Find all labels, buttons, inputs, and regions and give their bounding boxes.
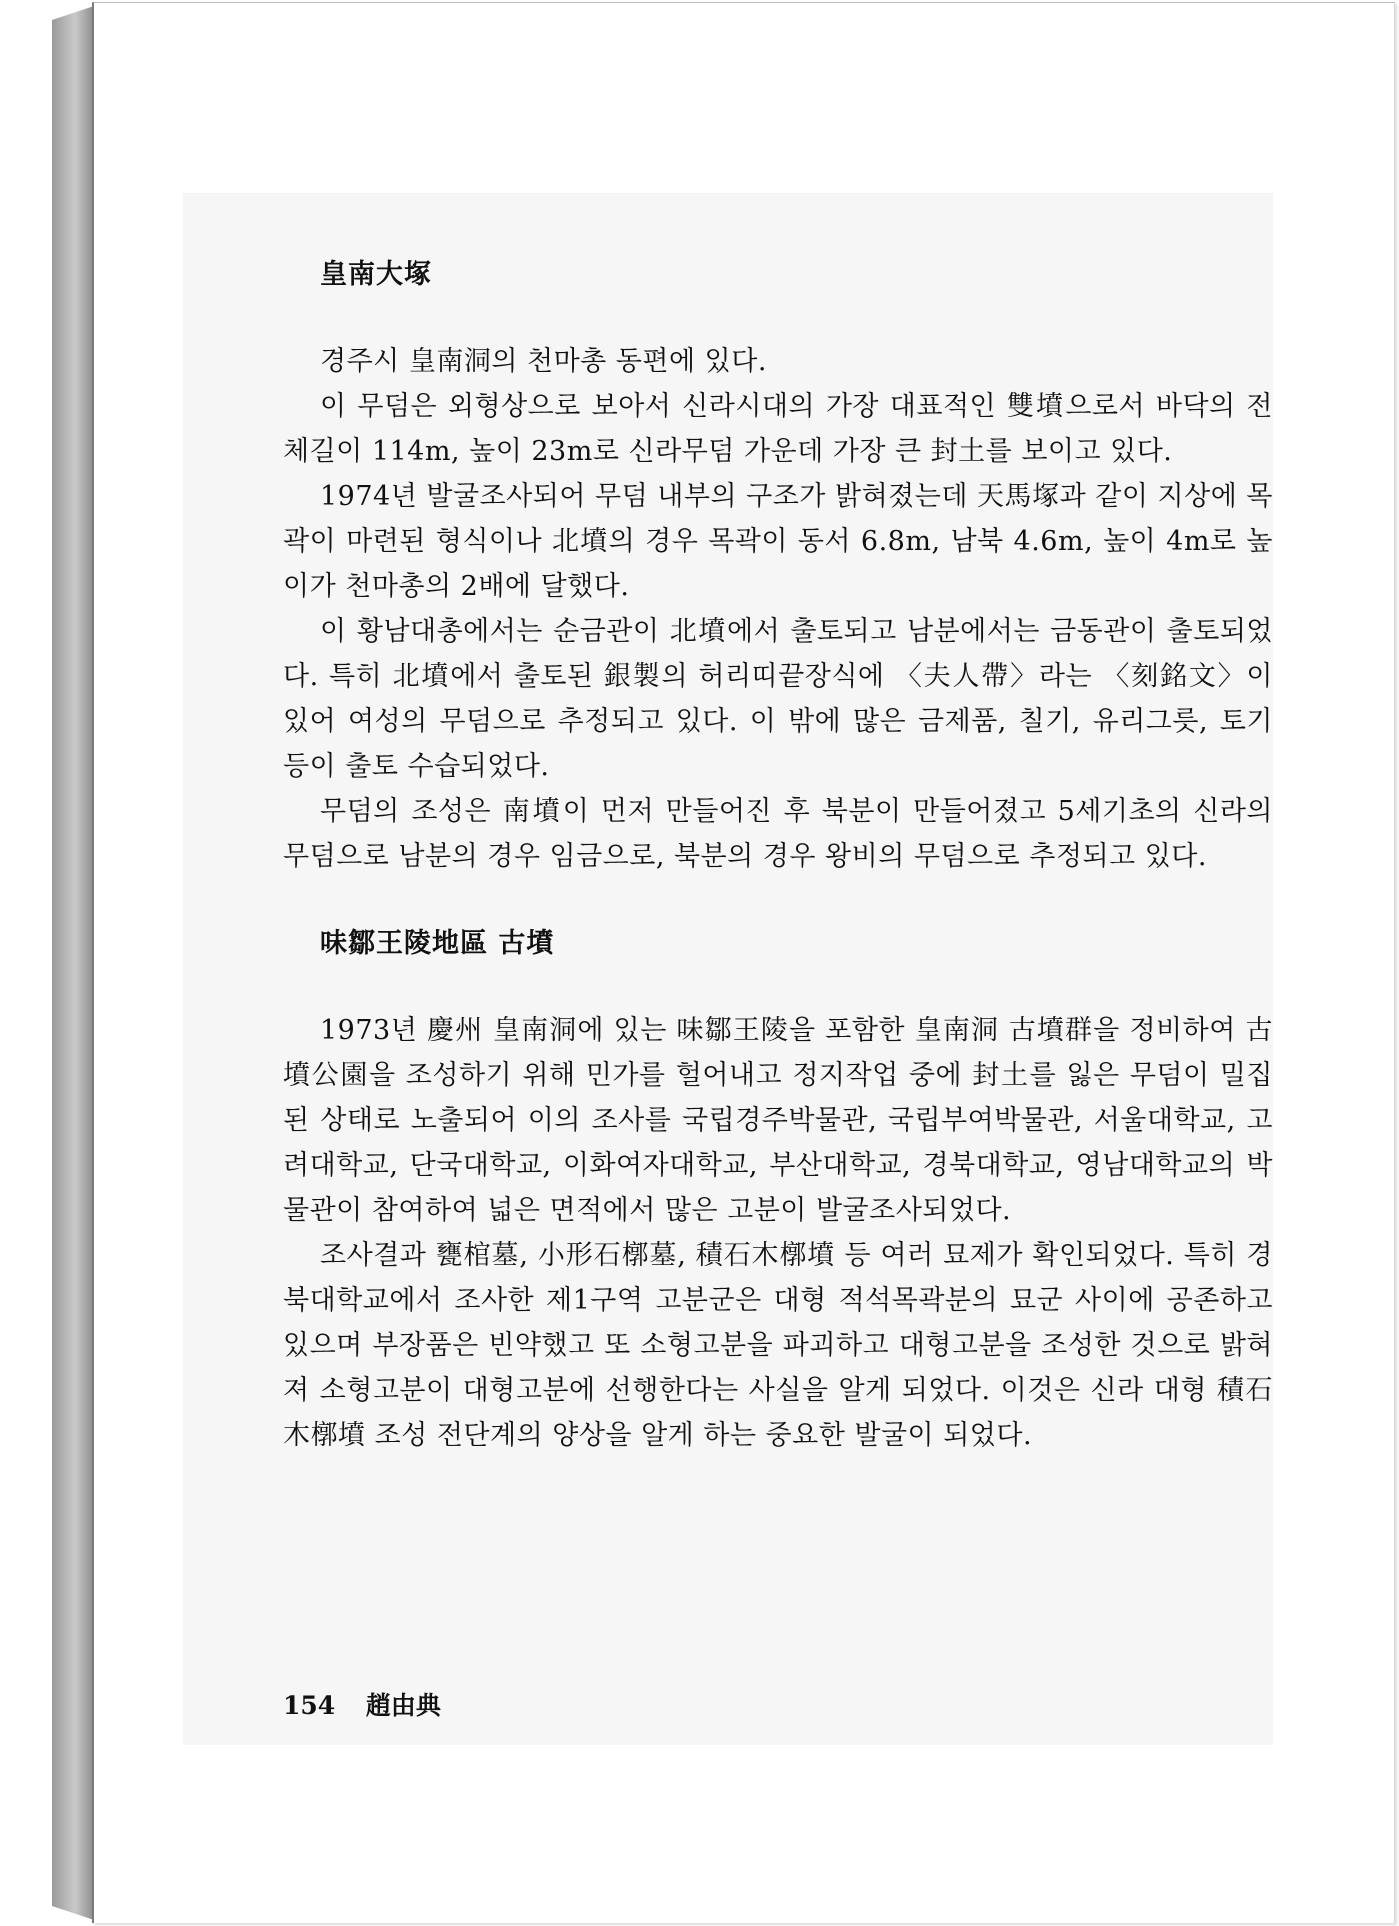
section-title-hwangnam-daechong: 皇南大塚 bbox=[320, 259, 432, 290]
paragraph: 이 황남대총에서는 순금관이 北墳에서 출토되고 남분에서는 금동관이 출토되었다. 특히 北墳에서 출토된 銀製의 허리띠끝장식에 〈夫人帶〉라는 〈刻銘文〉이 있어 여성의 무덤으로 추정되고 있다. 이 밖에 많은 금제품, 칠기, 유리그릇, 토기 등이 출토 수습되었다. bbox=[283, 616, 1273, 782]
paragraph: 조사결과 甕棺墓, 小形石槨墓, 積石木槨墳 등 여러 묘제가 확인되었다. 특히 경북대학교에서 조사한 제1구역 고분군은 대형 적석목곽분의 묘군 사이에 공존하고 있으며 부장품은 빈약했고 또 소형고분을 파괴하고 대형고분을 조성한 것으로 밝혀져 소형고분이 대형고분에 선행한다는 사실을 알게 되었다. 이것은 신라 대형 積石木槨墳 조성 전단계의 양상을 알게 하는 중요한 발굴이 되었다. bbox=[283, 1240, 1273, 1451]
paragraph: 이 무덤은 외형상으로 보아서 신라시대의 가장 대표적인 雙墳으로서 바닥의 전체길이 114m, 높이 23m로 신라무덤 가운데 가장 큰 封土를 보이고 있다. bbox=[283, 391, 1273, 467]
page-content bbox=[283, 252, 1273, 1458]
book-spine bbox=[52, 6, 94, 1920]
author-name: 趙由典 bbox=[365, 1691, 441, 1720]
paragraph: 무덤의 조성은 南墳이 먼저 만들어진 후 북분이 만들어졌고 5세기초의 신라의 무덤으로 남분의 경우 임금으로, 북분의 경우 왕비의 무덤으로 추정되고 있다. bbox=[283, 796, 1273, 872]
section-title-michu-tombs: 味鄒王陵地區 古墳 bbox=[320, 928, 555, 959]
page-footer bbox=[283, 1686, 463, 1722]
paragraph: 1974년 발굴조사되어 무덤 내부의 구조가 밝혀졌는데 天馬塚과 같이 지상에 목곽이 마련된 형식이나 北墳의 경우 목곽이 동서 6.8m, 남북 4.6m, 높이 4m로 높이가 천마총의 2배에 달했다. bbox=[283, 481, 1273, 602]
paragraph: 1973년 慶州 皇南洞에 있는 味鄒王陵을 포함한 皇南洞 古墳群을 정비하여 古墳公園을 조성하기 위해 민가를 헐어내고 정지작업 중에 封土를 잃은 무덤이 밀집된 상태로 노출되어 이의 조사를 국립경주박물관, 국립부여박물관, 서울대학교, 고려대학교, 단국대학교, 이화여자대학교, 부산대학교, 경북대학교, 영남대학교의 박물관이 참여하여 넓은 면적에서 많은 고분이 발굴조사되었다. bbox=[283, 1015, 1273, 1226]
paragraph: 경주시 皇南洞의 천마총 동편에 있다. bbox=[320, 346, 767, 377]
page-number: 154 bbox=[283, 1691, 336, 1720]
